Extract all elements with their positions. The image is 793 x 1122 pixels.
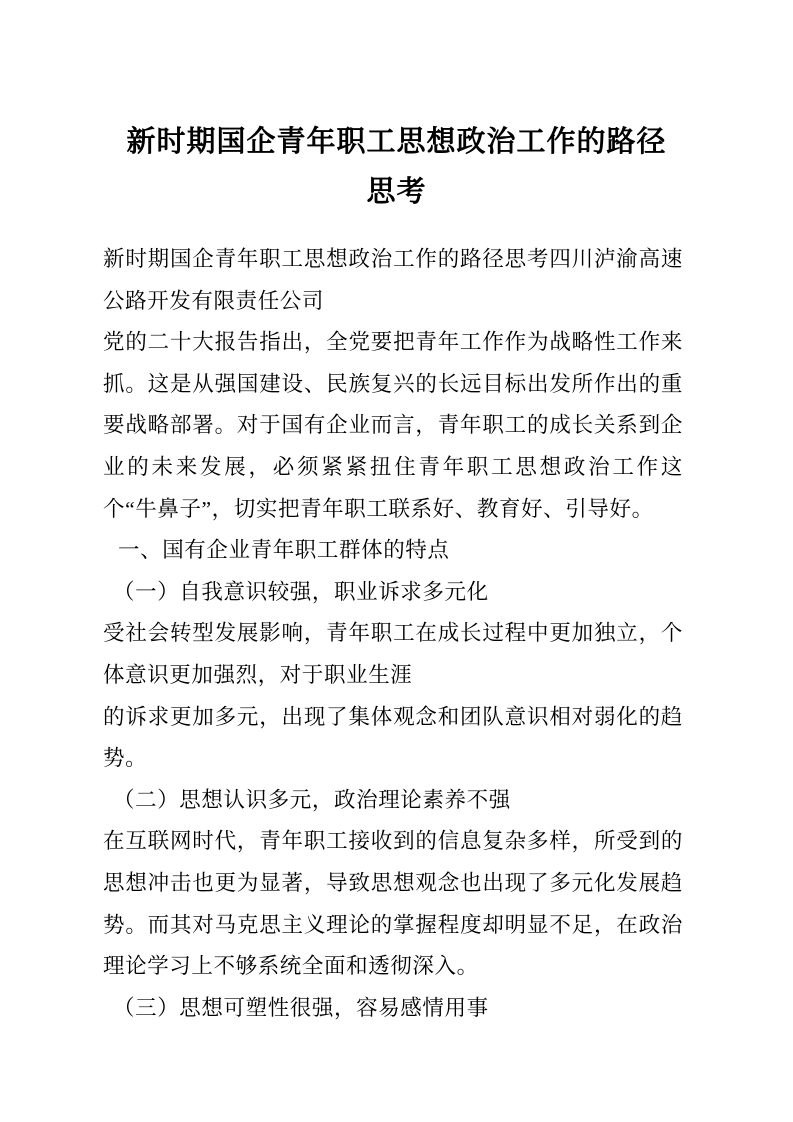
subsection-1-2-heading: （二）思想认识多元，政治理论素养不强 — [113, 787, 511, 812]
section-1-heading: 一、国有企业青年职工群体的特点 — [118, 538, 450, 563]
body-paragraph-1: 受社会转型发展影响，青年职工在成长过程中更加独立，个体意识更加强烈，对于职业生涯 — [103, 621, 683, 687]
subtitle-paragraph: 新时期国企青年职工思想政治工作的路径思考四川泸渝高速公路开发有限责任公司 — [103, 247, 683, 313]
intro-paragraph: 党的二十大报告指出，全党要把青年工作作为战略性工作来抓。这是从强国建设、民族复兴的长远目标出发所作出的重要战略部署。对于国有企业而言，青年职工的成长关系到企业的未来发展，必须紧紧扭住青年职工思想政治工作这个“牛鼻子”，切实把青年职工联系好、教育好、引导好。 — [103, 330, 683, 521]
document-body — [103, 239, 683, 1029]
body-paragraph-3: 在互联网时代，青年职工接收到的信息复杂多样，所受到的思想冲击也更为显著，导致思想观念也出现了多元化发展趋势。而其对马克思主义理论的掌握程度却明显不足，在政治理论学习上不够系统全面和透彻深入。 — [103, 829, 683, 979]
body-paragraph-2: 的诉求更加多元，出现了集体观念和团队意识相对弱化的趋势。 — [103, 704, 683, 771]
subsection-1-3-heading: （三）思想可塑性很强，容易感情用事 — [113, 995, 489, 1020]
subsection-1-1-heading: （一）自我意识较强，职业诉求多元化 — [113, 579, 489, 604]
document-title: 新时期国企青年职工思想政治工作的路径思考 — [126, 126, 667, 208]
